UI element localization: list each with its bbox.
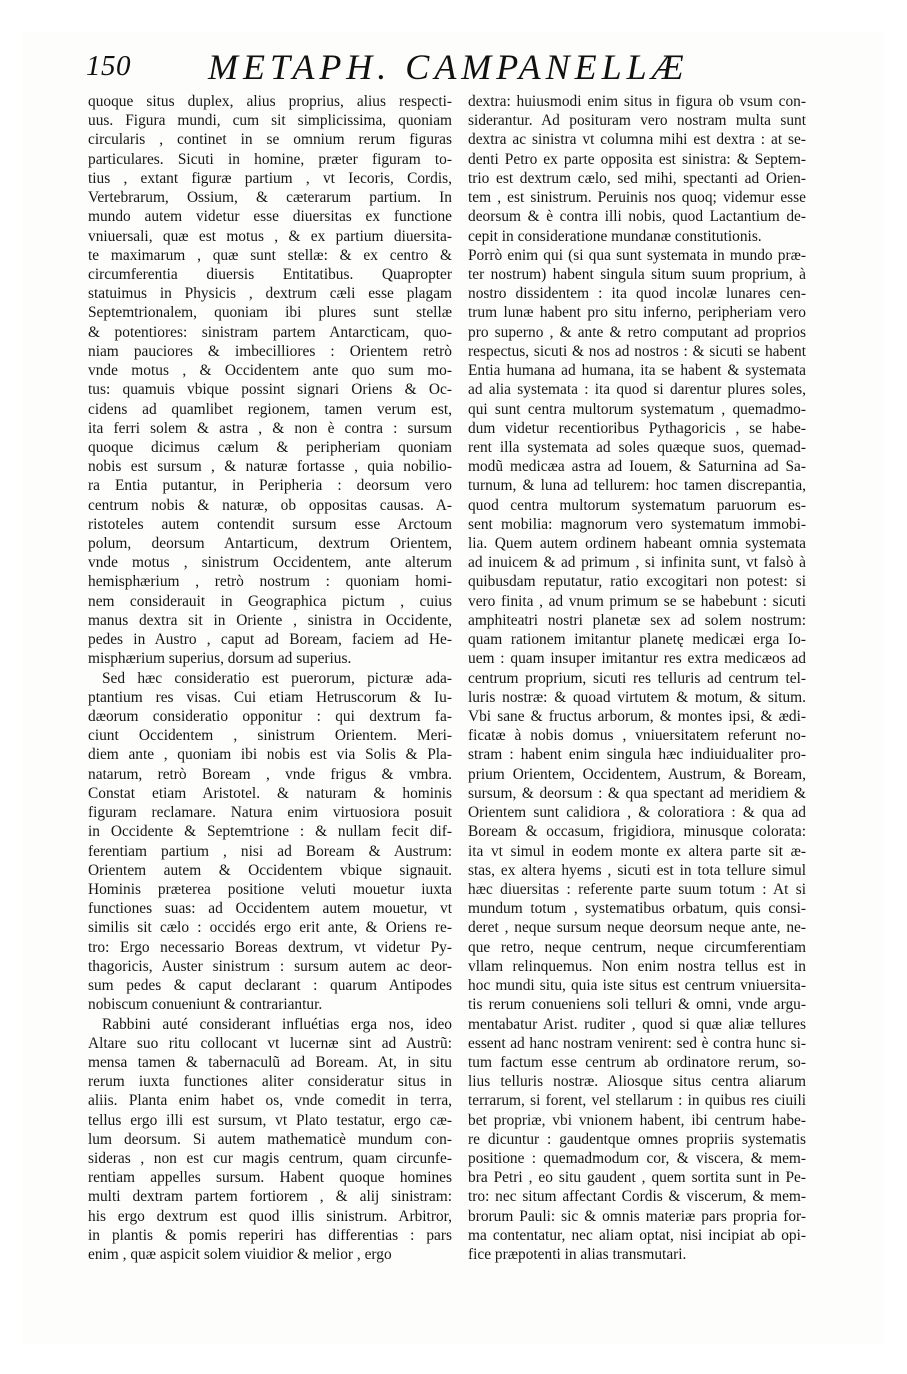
text-line: denti Petro ex parte opposita est sinistra: & Septem- (468, 150, 806, 168)
text-line: quam rationem imitantur planetę medicæi erga Io- (468, 631, 806, 649)
text-line: sent mobilia: magnorum vero systematum immobi- (468, 515, 806, 533)
text-line: quoque dicimus cælum & peripheriam quoniam (88, 438, 452, 456)
text-line: fice præpotenti in alias transmutari. (468, 1246, 687, 1264)
text-line: ad alia systemata : ita quod si darentur plures soles, (468, 381, 806, 399)
text-line: Constat etiam Aristotel. & naturam & hominis (88, 784, 452, 802)
text-line: prium Orientem, Occidentem, Austrum, & Boream, (468, 765, 806, 783)
text-line: pro superno , & ante & retro computant ad proprios (468, 323, 806, 341)
text-line: centrum proprium, sicuti res telluris ad centrum tel- (468, 669, 806, 687)
text-line: Orientem sunt calidiora , & coloratiora : & qua ad (468, 804, 806, 822)
text-line: lia. Quem autem ordinem habeant omnia systemata (468, 535, 806, 553)
text-line: dum videtur recentioribus Pythagoricis , se habe- (468, 419, 806, 437)
text-line: quibusdam reputatur, ratio excogitari non potest: si (468, 573, 806, 591)
text-line: trio est dextrum cælo, sed mihi, spectanti ad Orien- (468, 169, 806, 187)
text-line: Septemtrionalem, quoniam ibi plures sunt stellæ (88, 304, 452, 322)
text-line: ita ferri solem & astra , & non è contra : sursum (88, 419, 452, 437)
text-line: cidens ad quamlibet regionem, tamen verum est, (88, 400, 452, 418)
text-line: tem , est sinistrum. Peruinis nos quoq; videmur esse (468, 189, 806, 207)
text-line: respectus, sicuti & nos ad nostros : & sicuti se habent (468, 342, 806, 360)
text-line: cepit in consideratione mundanæ constitutionis. (468, 227, 762, 245)
text-line: centrum nobis & naturæ, ob oppositas causas. A- (88, 496, 452, 514)
text-line: te maximarum , quæ sunt stellæ: & ex centro & (88, 246, 452, 264)
text-line: similis sit cælo : occidés ergo erit ante, & Oriens re- (88, 919, 452, 937)
text-line: polum, deorsum Antarticum, dextrum Orientem, (88, 535, 452, 553)
text-line: multi dextram partem fortiorem , & alij sinistram: (88, 1188, 452, 1206)
text-line: mundum totum , systematibus orbatum, quis consi- (468, 900, 806, 918)
text-line: terrarum, si forent, vel stellarum : in quibus res ciuili (468, 1092, 806, 1110)
text-line: ptantium res visas. Cui etiam Hetruscorum & Iu- (88, 688, 452, 706)
text-line: diem ante , quoniam ibi nobis est via Solis & Pla- (88, 746, 452, 764)
text-line: essent ad hanc nostram venirent: sed è contra hunc si- (468, 1034, 806, 1052)
text-line: modũ medicæa astra ad Iouem, & Saturnina ad Sa- (468, 458, 806, 476)
text-line: brorum Pauli: sic & omnis materiæ pars propria for- (468, 1207, 806, 1225)
text-line: ad inuicem & ad primum , si infinita sunt, vt falsò à (468, 554, 806, 572)
text-line: Vbi sane & fructus arborum, & montes ipsi, & ædi- (468, 708, 806, 725)
text-line: Sed hæc consideratio est puerorum, picturæ ada- (102, 669, 452, 687)
text-line: misphærium superius, dorsum ad superius. (88, 650, 352, 668)
running-head: METAPH. CAMPANELLÆ (208, 47, 689, 87)
text-line: in Occidente & Septemtrione : & nullam fecit dif- (88, 823, 452, 841)
text-line: Boream & occasum, frigidiora, minusque colorata: (468, 823, 806, 841)
text-line: ficatæ à nobis domus , vniuersitatem referunt no- (468, 727, 806, 745)
text-line: vniuersali, quæ est motus , & ex partium diuersita- (88, 227, 452, 245)
text-line: his ergo dextrum est quod illis sinistrum. Arbitror, (88, 1207, 452, 1225)
text-line: deorsum & è contra illi nobis, quod Lactantium de- (468, 208, 806, 226)
text-line: vero finita , ad vnum primum se se habebunt : sicuti (468, 592, 806, 610)
text-line: ferentiam partium , nisi ad Boream & Austrum: (88, 842, 452, 860)
text-line: thagoricis, Auster sinistrum : sursum autem ac deor- (88, 957, 452, 975)
text-line: dextra: huiusmodi enim situs in figura ob vsum con- (468, 93, 806, 110)
text-line: figuram reclamare. Natura enim virtuosiora posuit (88, 804, 452, 822)
text-line: Altare suo ritu collocant vt lucernæ sint ad Austrũ: (88, 1034, 452, 1052)
text-line: ma contentatur, nec aliam optat, nisi incipiat ab opi- (468, 1226, 806, 1244)
text-line: ristoteles autem contendit sursum esse Arctoum (88, 515, 452, 533)
text-line: natarum, retrò Boream , vnde frigus & vmbra. (88, 765, 452, 783)
page-header (86, 46, 746, 92)
text-line: manus dextra sit in Oriente , sinistra in Occidente, (88, 611, 452, 629)
text-line: dextra ac sinistra vt columna mihi est dextra : at se- (468, 131, 806, 149)
text-line: amphiteatri nostri planetæ sex ad solem nostrum: (468, 611, 806, 629)
text-line: Rabbini auté considerant influétias erga nos, ideo (102, 1015, 452, 1033)
text-line: tum factum esse centrum ab ordinatore rerum, so- (468, 1053, 806, 1071)
text-line: pedes in Austro , caput ad Boream, faciem ad He- (88, 631, 452, 649)
text-line: vnde motus , & Occidentem ante quo sum mo- (88, 362, 452, 380)
text-line: nostro dissidentem : ita quod incolæ lunares cen- (468, 285, 806, 303)
text-line: bra Petri , eo situ gaudent , quem sortita sunt in Pe- (468, 1169, 806, 1187)
text-line: dæorum consideratio opponitur : qui dextrum fa- (88, 708, 452, 725)
text-line: ter nostrum) habent singula situm suum proprium, à (468, 265, 806, 283)
text-line: hemisphærium , retrò nostrum : quoniam homi- (88, 573, 452, 591)
text-line: nobis est sursum , & naturæ fortasse , quia nobilio- (88, 458, 452, 476)
text-line: sursum, & deorsum : & qua spectant ad meridiem & (468, 784, 806, 802)
text-line: luris nostræ: & quoad virtutem & motum, & situm. (468, 688, 806, 706)
text-line: particulares. Sicuti in homine, præter figuram to- (88, 150, 452, 168)
text-line: mentabatur Arist. ruditer , quod si quæ aliæ tellures (468, 1015, 806, 1033)
text-line: in plantis & pomis reperiri has differentias : pars (88, 1226, 452, 1244)
text-line: niam pauciores & imbecilliores : Orientem retrò (88, 342, 452, 360)
right-text-column (468, 92, 806, 1264)
page-number: 150 (86, 50, 131, 82)
text-line: siderantur. Ad posituram vero nostram multa sunt (468, 112, 806, 130)
text-line: que retro, neque centrum, neque circumferentiam (468, 938, 806, 956)
text-line: stram : habent enim singula hæc indiuidualiter pro- (468, 746, 806, 764)
text-line: rerum iuxta functiones aliter consideratur situs in (88, 1073, 452, 1091)
text-line: rent illa systemata ad soles quæque suos, quemad- (468, 438, 806, 456)
left-text-column (88, 92, 452, 1264)
text-line: hoc mundi situ, quia iste situs est centrum vniuersita- (468, 977, 806, 995)
text-line: vnde motus , sinistrum Occidentem, ante alterum (88, 554, 452, 572)
text-line: quoque situs duplex, alius proprius, alius respecti- (88, 93, 452, 110)
text-line: hæc diuersitas : referente parte suum totum : At si (468, 880, 806, 898)
text-line: turnum, & luna ad tellurem: hoc tamen discrepantia, (468, 477, 806, 495)
text-line: Entia humana ad humana, ita se habent & systemata (468, 362, 806, 380)
text-line: Orientem autem & Occidentem vbique signauit. (88, 861, 452, 879)
text-line: functiones suas: ad Occidentem autem mouetur, vt (88, 900, 452, 918)
text-line: nem considerauit in Geographica pictum , cuius (88, 592, 452, 610)
text-line: rentiam appelles sursum. Habent quoque homines (88, 1169, 452, 1187)
text-line: tis rerum conueniens soli telluri & omni, vnde argu- (468, 996, 806, 1014)
text-line: statuimus in Physicis , dextrum cæli esse plagam (88, 285, 452, 303)
text-line: deret , neque sursum neque deorsum neque ante, ne- (468, 919, 806, 937)
text-line: enim , quæ aspicit solem viuidior & melior , ergo (88, 1246, 392, 1264)
text-line: tellus ergo illi est sursum, vt Plato testatur, ergo cæ- (88, 1111, 452, 1129)
text-line: uus. Figura mundi, cum sit simplicissima, quoniam (88, 112, 452, 130)
text-line: & potentiores: sinistram partem Antarcticam, quo- (88, 323, 452, 341)
text-line: aliis. Planta enim habet os, vnde comedit in terra, (88, 1092, 452, 1110)
text-line: quod centra multorum systematum paruorum es- (468, 496, 806, 514)
text-line: circularis , continet in se omnium rerum figuras (88, 131, 452, 149)
text-line: vllam relinquemus. Non enim nostra tellus est in (468, 957, 806, 975)
text-line: tius , extant figuræ partium , vt Iecoris, Cordis, (88, 169, 452, 187)
text-line: Hominis præterea positione veluti mouetur iuxta (88, 880, 452, 898)
text-line: circumferentia diuersis Entitatibus. Quapropter (88, 265, 452, 283)
text-line: lius telluris nostræ. Aliosque situs centra aliarum (468, 1073, 806, 1091)
text-line: mundo autem videtur esse diuersitas ex functione (88, 208, 452, 226)
text-line: trum lunæ habent pro situ inferno, peripheriam vero (468, 304, 806, 322)
text-line: mensa tamen & tabernaculũ ad Boream. At, in situ (88, 1053, 452, 1071)
text-line: ciunt Occidentem , sinistrum Orientem. Meri- (88, 727, 452, 745)
text-line: Vertebrarum, Ossium, & cæterarum partium. In (88, 189, 452, 207)
text-line: uem : quam insuper imitantur res extra medicæos ad (468, 650, 806, 668)
text-line: sideras , non est cur magis centrum, quam circunfe- (88, 1150, 452, 1168)
text-line: re dicuntur : gaudentque omnes propriis systematis (468, 1130, 806, 1148)
text-line: stas, ex altera hyems , sicuti est in tota tellure simul (468, 861, 806, 879)
text-line: lum deorsum. Si autem mathematicè mundum con- (88, 1130, 452, 1148)
text-line: positione : quemadmodum cor, & viscera, & mem- (468, 1150, 806, 1168)
text-line: bet propriæ, vbi vnionem habent, ibi centrum habe- (468, 1111, 806, 1129)
text-line: ita vt simul in eodem monte ex altera parte sit æ- (468, 842, 806, 860)
text-line: nobiscum conueniunt & contrariantur. (88, 996, 323, 1014)
text-line: Porrò enim qui (si qua sunt systemata in mundo præ- (468, 246, 806, 264)
text-line: ra Entia putantur, in Peripheria : deorsum vero (88, 477, 452, 495)
text-line: qui sunt centra multorum systematum , quemadmo- (468, 400, 806, 418)
text-line: tro: Ergo necessario Boreas dextrum, vt videtur Py- (88, 938, 452, 956)
text-line: tus: quamuis vbique possint signari Oriens & Oc- (88, 381, 452, 399)
text-line: sum pedes & caput declarant : quarum Antipodes (88, 977, 452, 995)
text-line: tro: nec situm affectant Cordis & viscerum, & mem- (468, 1188, 806, 1206)
